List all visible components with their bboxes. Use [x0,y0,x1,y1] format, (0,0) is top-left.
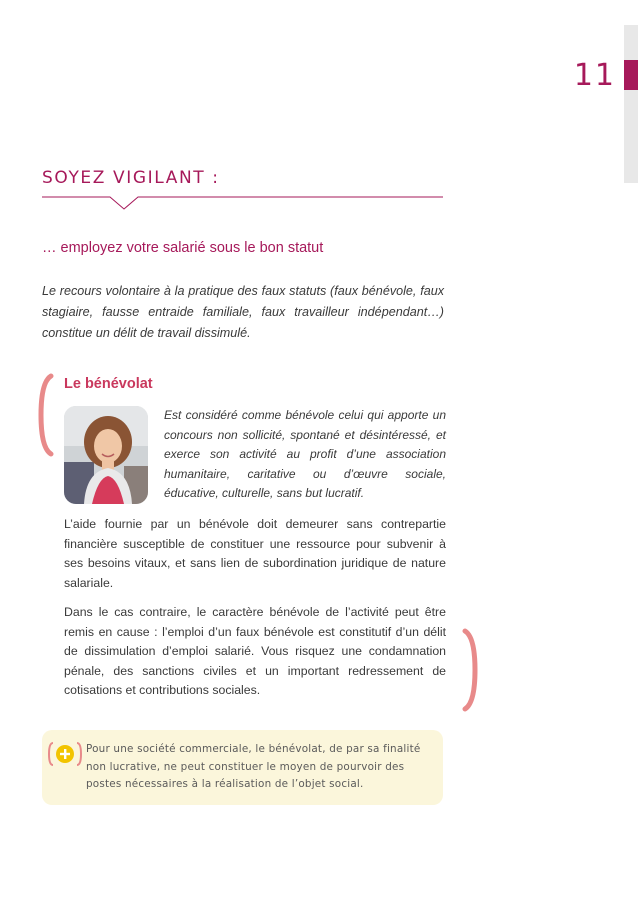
title-divider [42,192,444,212]
page-number: 11 [573,58,616,93]
benevolat-heading: Le bénévolat [64,376,153,392]
benevolat-definition: Est considéré comme bénévole celui qui apporte un concours non sollicité, spontané et désintéressé, et exerce son activité au profit d’une association humanitaire, caritative ou d’œuvre sociale, éducative, culturelle, sans but lucratif. [164,408,446,500]
side-tab [624,25,638,183]
right-bracket-decoration [462,627,480,713]
section-title: SOYEZ VIGILANT : [42,168,220,188]
section-subtitle: … employez votre salarié sous le bon statut [42,240,324,256]
side-tab-accent [624,60,638,90]
intro-paragraph: Le recours volontaire à la pratique des faux statuts (faux bénévole, faux stagiaire, fausse entraide familiale, faux travailleur indépendant…) constitue un délit de travail dissimulé. [42,284,444,340]
benevolat-paragraph-2: Dans le cas contraire, le caractère bénévole de l’activité peut être remis en cause : l’emploi d’un faux bénévole est constitutif d’un délit de dissimulation d’emploi salarié. Vous risquez une condamnation pénale, des sanctions civiles et un important redressement de cotisations et contributions sociales. [64,605,446,697]
note-text: Pour une société commerciale, le bénévolat, de par sa finalité non lucrative, ne peut constituer le moyen de pourvoir des postes nécessaires à la réalisation de l’objet social. [86,743,421,790]
plus-icon [48,741,82,767]
benevolat-paragraph-1: L’aide fournie par un bénévole doit demeurer sans contrepartie financière susceptible de constituer une ressource pour subvenir à ses besoins vitaux, et sans lien de subordination juridique de nature salariale. [64,517,446,590]
volunteer-photo [64,406,148,504]
left-bracket-decoration [36,372,54,458]
